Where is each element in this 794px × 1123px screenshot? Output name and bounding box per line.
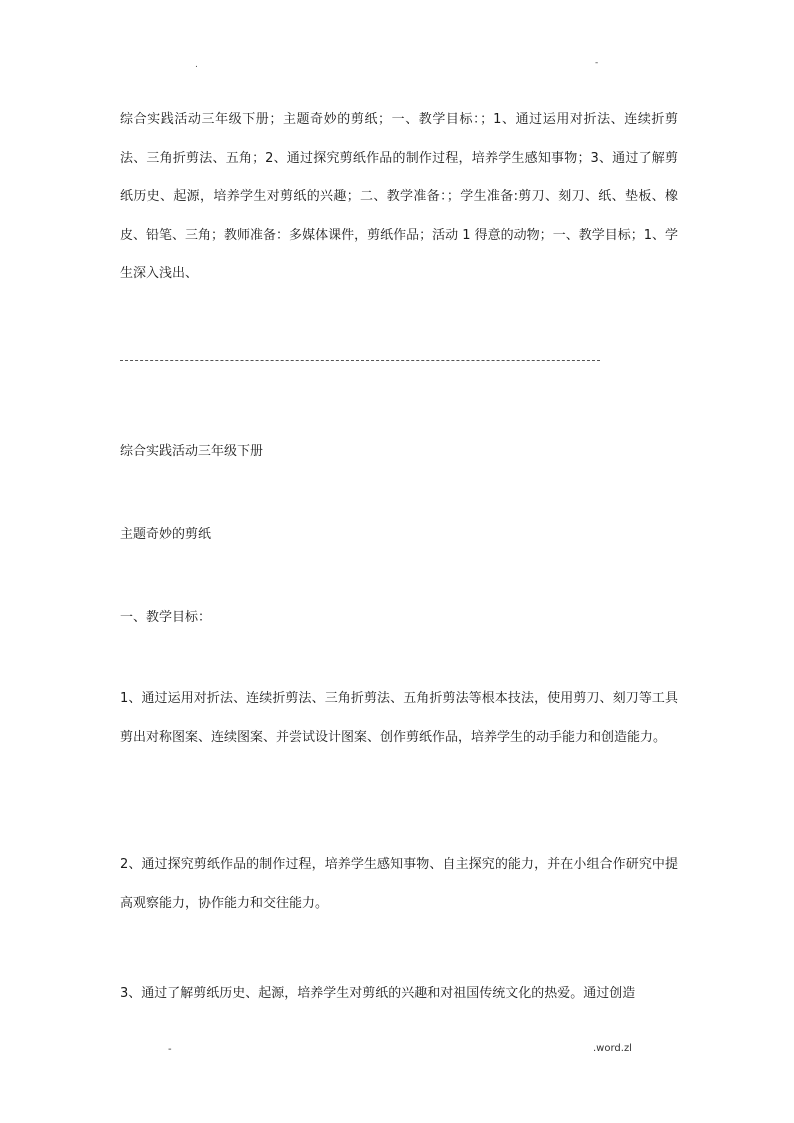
header-right-mark: - — [595, 58, 599, 68]
header-left-mark: . — [195, 60, 198, 70]
summary-paragraph: 综合实践活动三年级下册；主题奇妙的剪纸；一、教学目标：；1、通过运用对折法、连续折剪法、三角折剪法、五角；2、通过探究剪纸作品的制作过程，培养学生感知事物；3、通过了解剪纸历史、起源，培养学生对剪纸的兴趣；二、教学准备：；学生准备:剪刀、刻刀、纸、垫板、橡皮、铅笔、三角；教师准备：多媒体课件，剪纸作品；活动 1 得意的动物；一、教学目标；1、学生深入浅出、 — [120, 112, 678, 281]
footer-right-mark: .word.zl — [593, 1043, 632, 1054]
section-heading: 一、教学目标： — [120, 610, 212, 625]
footer-left-mark: - — [168, 1044, 172, 1055]
course-title: 综合实践活动三年级下册 — [120, 444, 264, 459]
section-divider — [120, 360, 600, 361]
theme-title: 主题奇妙的剪纸 — [120, 527, 212, 542]
goal-paragraph-1: 1、通过运用对折法、连续折剪法、三角折剪法、五角折剪法等根本技法，使用剪刀、刻刀等工具剪出对称图案、连续图案、并尝试设计图案、创作剪纸作品，培养学生的动手能力和创造能力。 — [120, 691, 678, 745]
goal-paragraph-3: 3、通过了解剪纸历史、起源，培养学生对剪纸的兴趣和对祖国传统文化的热爱。通过创造 — [120, 986, 636, 1001]
goal-paragraph-2: 2、通过探究剪纸作品的制作过程，培养学生感知事物、自主探究的能力，并在小组合作研究中提高观察能力，协作能力和交往能力。 — [120, 857, 678, 911]
